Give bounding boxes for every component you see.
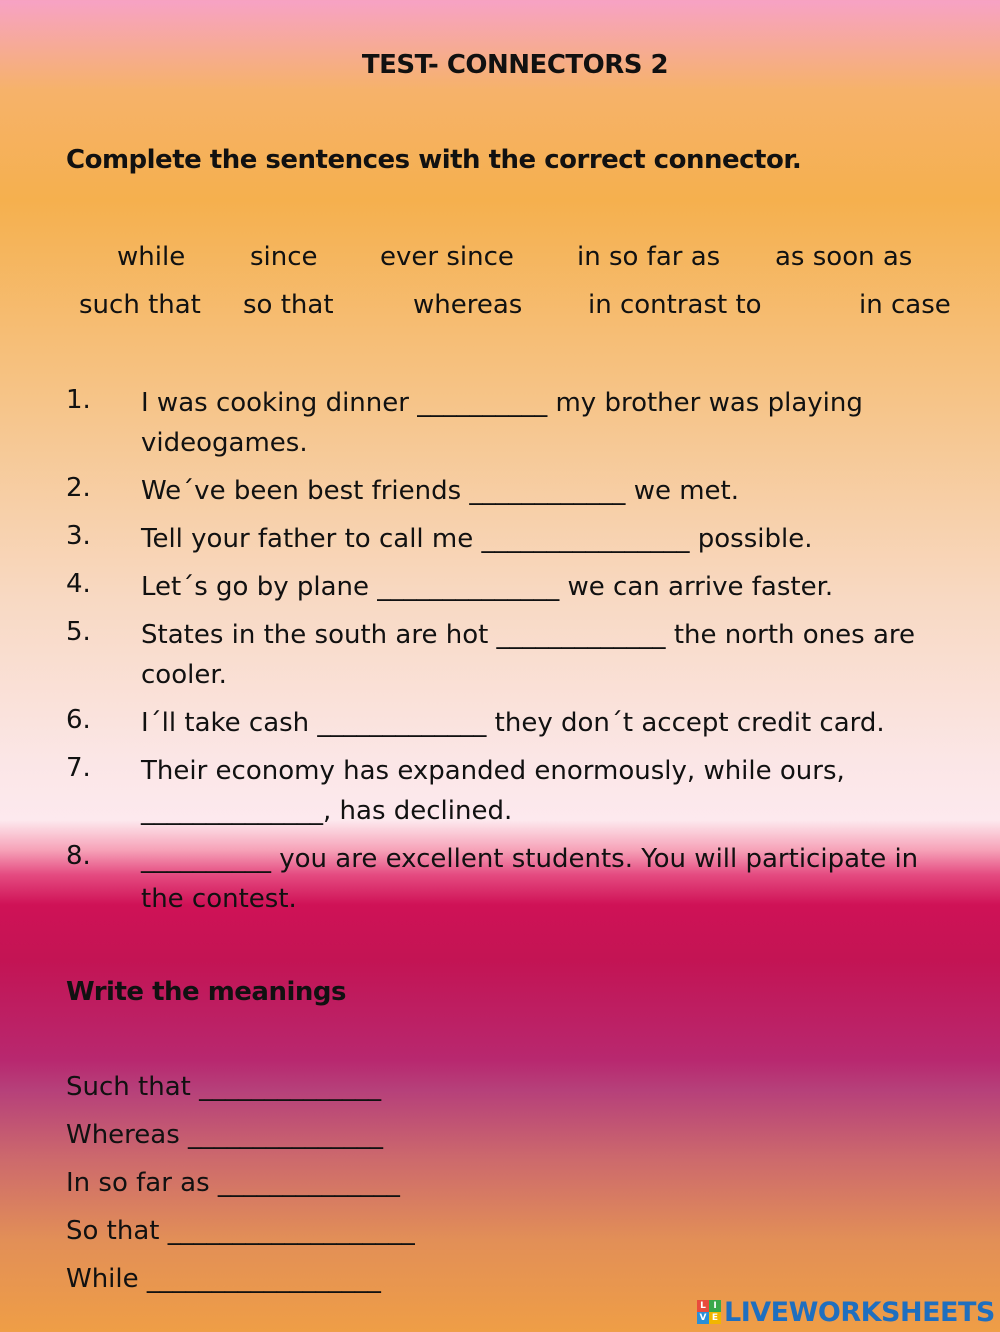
- meaning-line: While __________________: [66, 1264, 381, 1294]
- worksheet-title: TEST- CONNECTORS 2: [361, 50, 669, 80]
- word-bank-item: such that: [79, 290, 201, 320]
- word-bank-item: in case: [859, 290, 951, 320]
- item-number: 7.: [66, 753, 91, 783]
- liveworksheets-logo-icon: [697, 1300, 721, 1324]
- exercise-sentence: States in the south are hot _____________ the north ones are cooler.: [141, 620, 916, 690]
- meaning-line: Such that ______________: [66, 1072, 382, 1102]
- exercise-sentence: I´ll take cash _____________ they don´t accept credit card.: [141, 708, 885, 738]
- liveworksheets-logo-text: LIVEWORKSHEETS: [724, 1296, 995, 1328]
- exercise-sentence: We´ve been best friends ____________ we met.: [141, 476, 739, 506]
- instruction-text: Complete the sentences with the correct connector.: [66, 145, 802, 175]
- word-bank-item: in contrast to: [588, 290, 762, 320]
- meaning-line: Whereas _______________: [66, 1120, 384, 1150]
- logo-letter-icon: E: [709, 1312, 721, 1324]
- word-bank-item: since: [250, 242, 318, 272]
- item-number: 5.: [66, 617, 91, 647]
- word-bank-item: while: [117, 242, 186, 272]
- item-number: 8.: [66, 841, 91, 871]
- logo-letter-icon: I: [709, 1300, 721, 1312]
- item-number: 6.: [66, 705, 91, 735]
- liveworksheets-logo: [697, 1296, 995, 1328]
- meanings-heading: Write the meanings: [66, 977, 346, 1007]
- exercise-sentence: Tell your father to call me ________________ possible.: [141, 524, 813, 554]
- logo-letter-icon: L: [697, 1300, 709, 1312]
- item-number: 2.: [66, 473, 91, 503]
- logo-letter-icon: V: [697, 1312, 709, 1324]
- exercise-sentence: Let´s go by plane ______________ we can arrive faster.: [141, 572, 834, 602]
- item-number: 4.: [66, 569, 91, 599]
- meaning-line: In so far as ______________: [66, 1168, 400, 1198]
- word-bank-item: as soon as: [775, 242, 913, 272]
- exercise-sentence: Their economy has expanded enormously, while ours, ______________, has declined.: [141, 756, 845, 826]
- item-number: 3.: [66, 521, 91, 551]
- item-number: 1.: [66, 385, 91, 415]
- exercise-sentence: __________ you are excellent students. You will participate in the contest.: [141, 844, 919, 914]
- word-bank-item: in so far as: [577, 242, 721, 272]
- meaning-line: So that ___________________: [66, 1216, 415, 1246]
- word-bank-item: whereas: [413, 290, 523, 320]
- exercise-sentence: I was cooking dinner __________ my brother was playing videogames.: [141, 388, 863, 458]
- word-bank-item: ever since: [380, 242, 514, 272]
- word-bank-item: so that: [243, 290, 334, 320]
